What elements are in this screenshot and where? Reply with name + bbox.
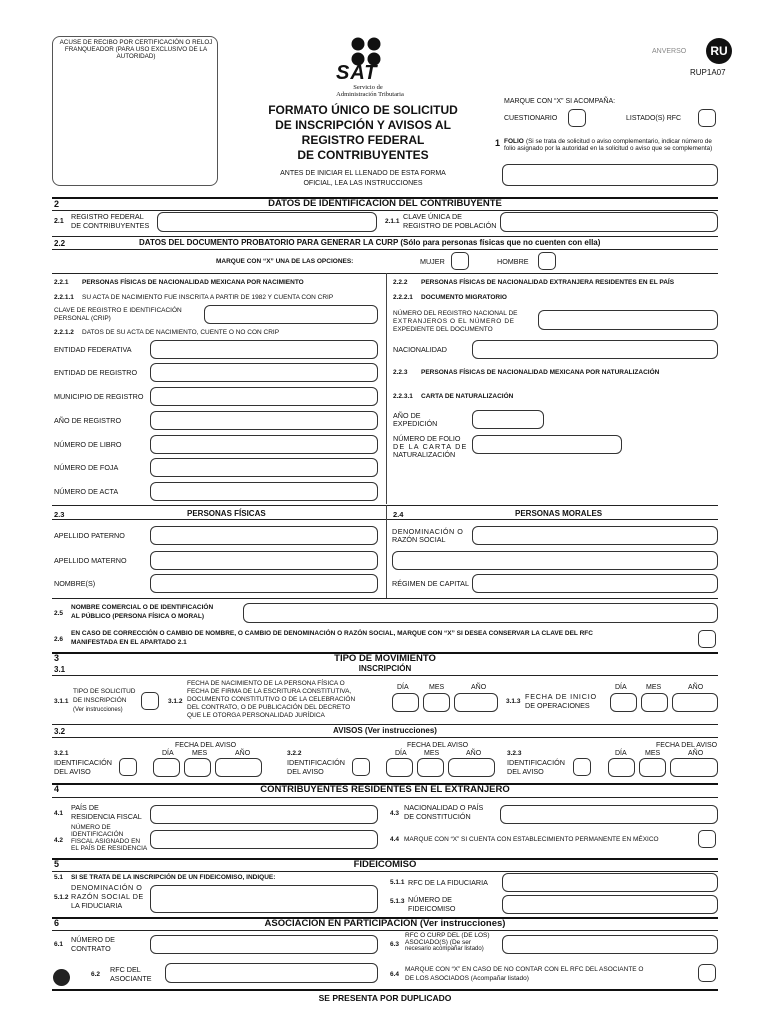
num-5-1: 5.1	[54, 874, 64, 881]
num-6-1: 6.1	[54, 941, 64, 948]
nre-label-3: EXPEDIENTE DEL DOCUMENTO	[393, 326, 493, 333]
section-3-number: 3	[54, 653, 60, 663]
ident-aviso-2-label-1: IDENTIFICACIÓN	[287, 758, 345, 767]
title-2-2-3: PERSONAS FÍSICAS DE NACIONALIDAD MEXICANA POR NATURALIZACIÓN	[421, 369, 660, 376]
aviso-3-anio-label: AÑO	[688, 750, 704, 757]
numero-foja-label: NÚMERO DE FOJA	[54, 463, 119, 472]
ident-aviso-1-label-2: DEL AVISO	[54, 767, 91, 776]
establecimiento-checkbox[interactable]	[698, 830, 716, 848]
folio-naturalizacion-input[interactable]	[472, 435, 622, 454]
aviso-3-mes-label: MES	[645, 750, 661, 757]
folio-naturalizacion-label-3: NATURALIZACIÓN	[393, 450, 456, 459]
num-5-1-3: 5.1.3	[390, 898, 405, 905]
section-2-number: 2	[54, 199, 60, 209]
curp-input[interactable]	[500, 212, 718, 232]
nacionalidad-input[interactable]	[472, 340, 718, 359]
entidad-registro-label: ENTIDAD DE REGISTRO	[54, 368, 138, 377]
cuestionario-label: CUESTIONARIO	[504, 115, 558, 122]
sat-logo-text: SAT	[336, 62, 378, 84]
nif-label-1: NÚMERO DE	[71, 824, 111, 831]
fecha-inicio-mes-label: MES	[646, 684, 662, 691]
regimen-capital-input[interactable]	[472, 574, 718, 593]
numero-foja-input[interactable]	[150, 458, 378, 477]
num-5-1-1: 5.1.1	[390, 879, 405, 886]
aviso-1-anio-label: AÑO	[235, 750, 251, 757]
ru-badge: RU	[706, 38, 732, 64]
acompana-label: MARQUE CON “X” SI ACOMPAÑA:	[504, 98, 616, 105]
num-2-1-1: 2.1.1	[385, 218, 400, 225]
section-4-number: 4	[54, 784, 60, 794]
title-2-4: PERSONAS MORALES	[515, 509, 603, 518]
nif-input[interactable]	[150, 830, 378, 849]
num-3-2-1: 3.2.1	[54, 750, 69, 757]
aviso-2-mes-input[interactable]	[417, 758, 444, 777]
numero-contrato-input[interactable]	[150, 935, 378, 954]
rfc-label-2: DE CONTRIBUYENTES	[71, 221, 150, 230]
ident-aviso-2-label-2: DEL AVISO	[287, 767, 324, 776]
fecha-inicio-mes-input[interactable]	[641, 693, 668, 712]
rule-3-1	[52, 675, 718, 676]
fecha-aviso-2-label: FECHA DEL AVISO	[407, 742, 469, 749]
num-4-4: 4.4	[390, 836, 400, 843]
municipio-registro-input[interactable]	[150, 387, 378, 406]
fecha-nac-dia-input[interactable]	[392, 693, 419, 712]
rfc-asociante-label-2: ASOCIANTE	[110, 974, 152, 983]
numero-acta-label: NÚMERO DE ACTA	[54, 487, 119, 496]
duplicado-footer: SE PRESENTA POR DUPLICADO	[318, 993, 452, 1003]
ident-aviso-2-input[interactable]	[352, 758, 370, 776]
num-6-4: 6.4	[390, 971, 400, 978]
numero-libro-input[interactable]	[150, 435, 378, 454]
aviso-2-mes-label: MES	[424, 750, 440, 757]
title-2-3: PERSONAS FÍSICAS	[187, 509, 266, 518]
tipo-solicitud-input[interactable]	[141, 692, 159, 710]
ident-aviso-3-input[interactable]	[573, 758, 591, 776]
num-2-3: 2.3	[54, 510, 65, 519]
anio-registro-label: AÑO DE REGISTRO	[54, 416, 122, 425]
title-2-2-1-2: DATOS DE SU ACTA DE NACIMIENTO, CUENTE O NO CON CRIP	[82, 329, 280, 336]
nacionalidad-pais-input[interactable]	[500, 805, 718, 824]
nre-input[interactable]	[538, 310, 718, 330]
pais-residencia-label-1: PAÍS DE	[71, 803, 99, 812]
aviso-2-dia-input[interactable]	[386, 758, 413, 777]
numero-contrato-label-2: CONTRATO	[71, 944, 111, 953]
sin-rfc-label-2: DE LOS ASOCIADOS (Acompañar listado)	[405, 975, 529, 982]
title-2-2-1-1: SU ACTA DE NACIMIENTO FUE INSCRITA A PARTIR DE 1982 Y CUENTA CON CRIP	[82, 294, 334, 301]
rule-2-3-under	[52, 519, 718, 520]
denominacion-input-2[interactable]	[392, 551, 718, 570]
nif-label-2: IDENTIFICACIÓN	[71, 831, 124, 838]
title-3-2: AVISOS (Ver instrucciones)	[333, 726, 437, 735]
fecha-inicio-anio-input[interactable]	[672, 693, 718, 712]
denominacion-fiduciaria-input[interactable]	[150, 885, 378, 913]
aviso-1-mes-input[interactable]	[184, 758, 211, 777]
aviso-2-dia-label: DÍA	[395, 750, 407, 757]
section-2-title: DATOS DE IDENTIFICACIÓN DEL CONTRIBUYENTE	[268, 198, 502, 209]
entidad-registro-input[interactable]	[150, 363, 378, 382]
rule-3-2-under	[52, 737, 718, 738]
fecha-nac-dia-label: DÍA	[397, 684, 409, 691]
listados-checkbox[interactable]	[698, 109, 716, 127]
fecha-inicio-dia-label: DÍA	[615, 684, 627, 691]
aviso-1-dia-input[interactable]	[153, 758, 180, 777]
num-3-2-2: 3.2.2	[287, 750, 302, 757]
rule-2-2	[52, 236, 718, 237]
anio-expedicion-label-2: EXPEDICIÓN	[393, 419, 438, 428]
nif-label-4: EL PAÍS DE RESIDENCIA	[71, 845, 148, 852]
anio-expedicion-label-1: AÑO DE	[393, 411, 421, 420]
establecimiento-label: MARQUE CON “X” SI CUENTA CON ESTABLECIMIENTO PERMANENTE EN MÉXICO	[404, 836, 659, 843]
conservar-clave-label-1: EN CASO DE CORRECCIÓN O CAMBIO DE NOMBRE, O CAMBIO DE DENOMINACIÓN O RAZÓN SOCIAL, MARQUE CON “X” SI DESEA CONSERVAR LA CLAVE DEL RFC	[71, 630, 593, 637]
num-4-3: 4.3	[390, 810, 400, 817]
form-code: RUP1A07	[690, 68, 726, 77]
nif-label-3: FISCAL ASIGNADO EN	[71, 838, 141, 845]
marque-opciones-label: MARQUE CON “X” UNA DE LAS OPCIONES:	[216, 258, 354, 265]
divider-2-2	[386, 273, 387, 504]
fecha-nac-mes-label: MES	[429, 684, 445, 691]
aviso-1-dia-label: DÍA	[162, 750, 174, 757]
entidad-federativa-label: ENTIDAD FEDERATIVA	[54, 345, 132, 354]
aviso-3-dia-input[interactable]	[608, 758, 635, 777]
instructions-note-1: ANTES DE INICIAR EL LLENADO DE ESTA FORMA	[280, 170, 446, 177]
fecha-nacimiento-label-4: DEL CONTRATO, O DE PUBLICACIÓN DEL DECRETO	[187, 704, 351, 711]
ident-aviso-3-label-2: DEL AVISO	[507, 767, 544, 776]
numero-fideicomiso-label-1: NÚMERO DE	[408, 895, 452, 904]
apellido-paterno-label: APELLIDO PATERNO	[54, 531, 125, 540]
section-5-number: 5	[54, 859, 60, 869]
apellido-materno-input[interactable]	[150, 551, 378, 570]
nombre-comercial-label-1: NOMBRE COMERCIAL O DE IDENTIFICACIÓN	[71, 604, 214, 611]
rule-4-under	[52, 797, 718, 798]
rule-6-under	[52, 930, 718, 931]
pais-residencia-label-2: RESIDENCIA FISCAL	[71, 812, 142, 821]
num-4-1: 4.1	[54, 810, 64, 817]
divider-2-3	[386, 505, 387, 598]
crip-input[interactable]	[204, 305, 378, 324]
listados-label: LISTADO(S) RFC	[626, 115, 682, 122]
aviso-3-dia-label: DÍA	[615, 750, 627, 757]
nacionalidad-pais-label-2: DE CONSTITUCIÓN	[404, 812, 471, 821]
denominacion-label-1: DENOMINACIÓN O	[392, 527, 464, 536]
hombre-checkbox[interactable]	[538, 252, 556, 270]
num-5-1-2: 5.1.2	[54, 894, 69, 901]
hombre-label: HOMBRE	[497, 257, 529, 266]
fecha-inicio-dia-input[interactable]	[610, 693, 637, 712]
num-2-1: 2.1	[54, 218, 64, 225]
folio-naturalizacion-label-2: DE LA CARTA DE	[393, 442, 468, 451]
conservar-clave-checkbox[interactable]	[698, 630, 716, 648]
aviso-1-mes-label: MES	[192, 750, 208, 757]
form-title-2: DE INSCRIPCIÓN Y AVISOS AL	[275, 118, 451, 132]
rfc-asociados-input[interactable]	[502, 935, 718, 954]
denominacion-fiduciaria-label-3: LA FIDUCIARIA	[71, 901, 123, 910]
form-title-1: FORMATO ÚNICO DE SOLICITUD	[268, 103, 458, 117]
num-3-1-3: 3.1.3	[506, 698, 521, 705]
rfc-input[interactable]	[157, 212, 377, 232]
numero-contrato-label-1: NÚMERO DE	[71, 935, 115, 944]
fecha-aviso-1-label: FECHA DEL AVISO	[175, 742, 237, 749]
ident-aviso-1-label-1: IDENTIFICACIÓN	[54, 758, 112, 767]
num-6-2: 6.2	[91, 971, 101, 978]
num-2-4: 2.4	[393, 510, 404, 519]
nre-label-1: NÚMERO DEL REGISTRO NACIONAL DE	[393, 310, 518, 317]
nombre-comercial-label-2: AL PÚBLICO (PERSONA FÍSICA O MORAL)	[71, 613, 205, 620]
fecha-nacimiento-label-3: DOCUMENTO CONSTITUTIVO O DE LA CELEBRACIÓN	[187, 696, 356, 703]
num-4-2: 4.2	[54, 837, 64, 844]
curp-label-1: CLAVE ÚNICA DE	[403, 212, 462, 221]
title-2-2-3-1: CARTA DE NATURALIZACIÓN	[421, 393, 514, 400]
title-2-2-2-1: DOCUMENTO MIGRATORIO	[421, 294, 507, 301]
aviso-2-anio-input[interactable]	[448, 758, 495, 777]
fecha-nac-anio-input[interactable]	[454, 693, 498, 712]
title-2-2-1: PERSONAS FÍSICAS DE NACIONALIDAD MEXICANA POR NACIMIENTO	[82, 279, 304, 286]
folio-input[interactable]	[502, 164, 718, 186]
ident-aviso-1-input[interactable]	[119, 758, 137, 776]
tipo-solicitud-label-3: (Ver instrucciones)	[73, 707, 123, 713]
num-2-2-1-1: 2.2.1.1	[54, 294, 74, 301]
fecha-nac-mes-input[interactable]	[423, 693, 450, 712]
section-4-title: CONTRIBUYENTES RESIDENTES EN EL EXTRANJERO	[260, 784, 510, 795]
denominacion-fiduciaria-label-1: DENOMINACIÓN O	[71, 883, 143, 892]
acuse-text: ACUSE DE RECIBO POR CERTIFICACIÓN O RELOJ FRANQUEADOR (PARA USO EXCLUSIVO DE LA AUTORIDAD)	[59, 39, 213, 60]
num-3-1: 3.1	[54, 665, 66, 674]
entidad-federativa-input[interactable]	[150, 340, 378, 359]
footer-rule	[52, 989, 718, 991]
tipo-solicitud-label-2: DE INSCRIPCIÓN	[73, 697, 127, 704]
aviso-2-anio-label: AÑO	[466, 750, 482, 757]
form-title-4: DE CONTRIBUYENTES	[297, 148, 429, 162]
rule-2-5	[52, 598, 718, 599]
fecha-inicio-anio-label: AÑO	[688, 684, 704, 691]
fecha-inicio-label-1: FECHA DE INICIO	[525, 692, 597, 701]
fecha-nac-anio-label: AÑO	[471, 684, 487, 691]
numero-fideicomiso-label-2: FIDEICOMISO	[408, 904, 456, 913]
rule-5-under	[52, 871, 718, 872]
numero-acta-input[interactable]	[150, 482, 378, 501]
sin-rfc-label-1: MARQUE CON “X” EN CASO DE NO CONTAR CON EL RFC DEL ASOCIANTE O	[405, 966, 644, 973]
rfc-label-1: REGISTRO FEDERAL	[71, 212, 144, 221]
num-2-2: 2.2	[54, 239, 66, 248]
fecha-nacimiento-label-2: FECHA DE FIRMA DE LA ESCRITURA CONSTITUTIVA,	[187, 688, 352, 695]
num-3-1-2: 3.1.2	[168, 698, 183, 705]
nombre-comercial-input[interactable]	[243, 603, 718, 623]
num-3-1-1: 3.1.1	[54, 698, 69, 705]
rule-2-3	[52, 505, 718, 506]
num-3-2-3: 3.2.3	[507, 750, 522, 757]
denominacion-label-2: RAZÓN SOCIAL	[392, 535, 446, 544]
nacionalidad-label: NACIONALIDAD	[393, 345, 447, 354]
fecha-nacimiento-label-1: FECHA DE NACIMIENTO DE LA PERSONA FÍSICA O	[187, 680, 345, 687]
fecha-aviso-3-label: FECHA DEL AVISO	[656, 742, 718, 749]
section-6-number: 6	[54, 918, 60, 928]
num-3-2: 3.2	[54, 727, 66, 736]
section-6-title: ASOCIACIÓN EN PARTICIPACIÓN (Ver instrucciones)	[264, 918, 506, 929]
num-2-2-1-2: 2.2.1.2	[54, 329, 74, 336]
apellido-materno-label: APELLIDO MATERNO	[54, 556, 127, 565]
curp-label-2: REGISTRO DE POBLACIÓN	[403, 221, 497, 230]
denominacion-input[interactable]	[472, 526, 718, 545]
title-2-2-2: PERSONAS FÍSICAS DE NACIONALIDAD EXTRANJERA RESIDENTES EN EL PAÍS	[421, 279, 675, 286]
folio-description: (Si se trata de solicitud o aviso complementario, indicar número de folio asignado por la autoridad en la solicitud o aviso que se complementa)	[504, 138, 713, 152]
num-2-2-3-1: 2.2.3.1	[393, 393, 413, 400]
num-6-3: 6.3	[390, 941, 400, 948]
title-2-2: DATOS DEL DOCUMENTO PROBATORIO PARA GENERAR LA CURP (Sólo para personas físicas que no cuenten con ella)	[139, 238, 601, 247]
nombres-input[interactable]	[150, 574, 378, 593]
conservar-clave-label-2: MANIFESTADA EN EL APARTADO 2.1	[71, 639, 187, 646]
mujer-label: MUJER	[420, 257, 445, 266]
rfc-asociados-label-1: RFC O CURP DEL (DE LOS)	[405, 932, 490, 939]
title-5-1: SI SE TRATA DE LA INSCRIPCIÓN DE UN FIDEICOMISO, INDIQUE:	[71, 874, 276, 881]
num-2-2-1: 2.2.1	[54, 279, 69, 286]
ident-aviso-3-label-1: IDENTIFICACIÓN	[507, 758, 565, 767]
num-2-5: 2.5	[54, 610, 64, 617]
num-2-6: 2.6	[54, 636, 64, 643]
fecha-inicio-label-2: DE OPERACIONES	[525, 701, 590, 710]
section-5-title: FIDEICOMISO	[353, 859, 417, 870]
mujer-checkbox[interactable]	[451, 252, 469, 270]
form-title-3: REGISTRO FEDERAL	[301, 133, 425, 147]
aviso-3-mes-input[interactable]	[639, 758, 666, 777]
rfc-asociados-label-2: ASOCIADO(S) (De ser	[405, 939, 472, 946]
tipo-solicitud-label-1: TIPO DE SOLICITUD	[73, 688, 136, 695]
rfc-asociante-label-1: RFC DEL	[110, 965, 141, 974]
anverso-label: ANVERSO	[652, 48, 687, 55]
num-2-2-2-1: 2.2.2.1	[393, 294, 413, 301]
sin-rfc-checkbox[interactable]	[698, 964, 716, 982]
regimen-capital-label: RÉGIMEN DE CAPITAL	[392, 579, 469, 588]
num-2-2-2: 2.2.2	[393, 279, 408, 286]
aviso-1-anio-input[interactable]	[215, 758, 262, 777]
nacionalidad-pais-label-1: NACIONALIDAD O PAÍS	[404, 803, 484, 812]
numero-fideicomiso-input[interactable]	[502, 895, 718, 914]
folio-number: 1	[495, 138, 501, 148]
registration-mark-icon	[53, 969, 70, 986]
rfc-asociados-label-3: necesario acompañar listado)	[405, 946, 484, 952]
denominacion-fiduciaria-label-2: RAZÓN SOCIAL DE	[71, 892, 144, 901]
title-3-1: INSCRIPCIÓN	[358, 664, 412, 673]
municipio-registro-label: MUNICIPIO DE REGISTRO	[54, 392, 144, 401]
anio-registro-input[interactable]	[150, 411, 378, 430]
rfc-fiduciaria-label: RFC DE LA FIDUCIARIA	[408, 878, 488, 887]
nre-label-2: EXTRANJEROS O EL NÚMERO DE	[393, 318, 515, 325]
instructions-note-2: OFICIAL, LEA LAS INSTRUCCIONES	[303, 180, 423, 187]
folio-naturalizacion-label-1: NÚMERO DE FOLIO	[393, 434, 461, 443]
folio-title: FOLIO	[504, 138, 524, 145]
crip-label-2: PERSONAL (CRIP)	[54, 315, 111, 322]
rfc-asociante-input[interactable]	[165, 963, 378, 983]
num-2-2-3: 2.2.3	[393, 369, 408, 376]
anio-expedicion-input[interactable]	[472, 410, 544, 429]
nombres-label: NOMBRE(S)	[54, 579, 96, 588]
section-2-under-rule	[52, 210, 718, 211]
rule-2-2-under	[52, 249, 718, 250]
numero-libro-label: NÚMERO DE LIBRO	[54, 440, 122, 449]
pais-residencia-input[interactable]	[150, 805, 378, 824]
sat-logo-sub1: Servicio de	[353, 84, 383, 91]
rule-2-2-1	[52, 273, 718, 274]
crip-label-1: CLAVE DE REGISTRO E IDENTIFICACIÓN	[54, 307, 182, 314]
sat-logo-sub2: Administración Tributaria	[336, 91, 404, 98]
fecha-nacimiento-label-5: QUE LE OTORGA PERSONALIDAD JURÍDICA	[187, 712, 325, 719]
apellido-paterno-input[interactable]	[150, 526, 378, 545]
rfc-fiduciaria-input[interactable]	[502, 873, 718, 892]
aviso-3-anio-input[interactable]	[670, 758, 718, 777]
cuestionario-checkbox[interactable]	[568, 109, 586, 127]
section-3-title: TIPO DE MOVIMIENTO	[334, 653, 436, 664]
rule-3-2	[52, 724, 718, 725]
